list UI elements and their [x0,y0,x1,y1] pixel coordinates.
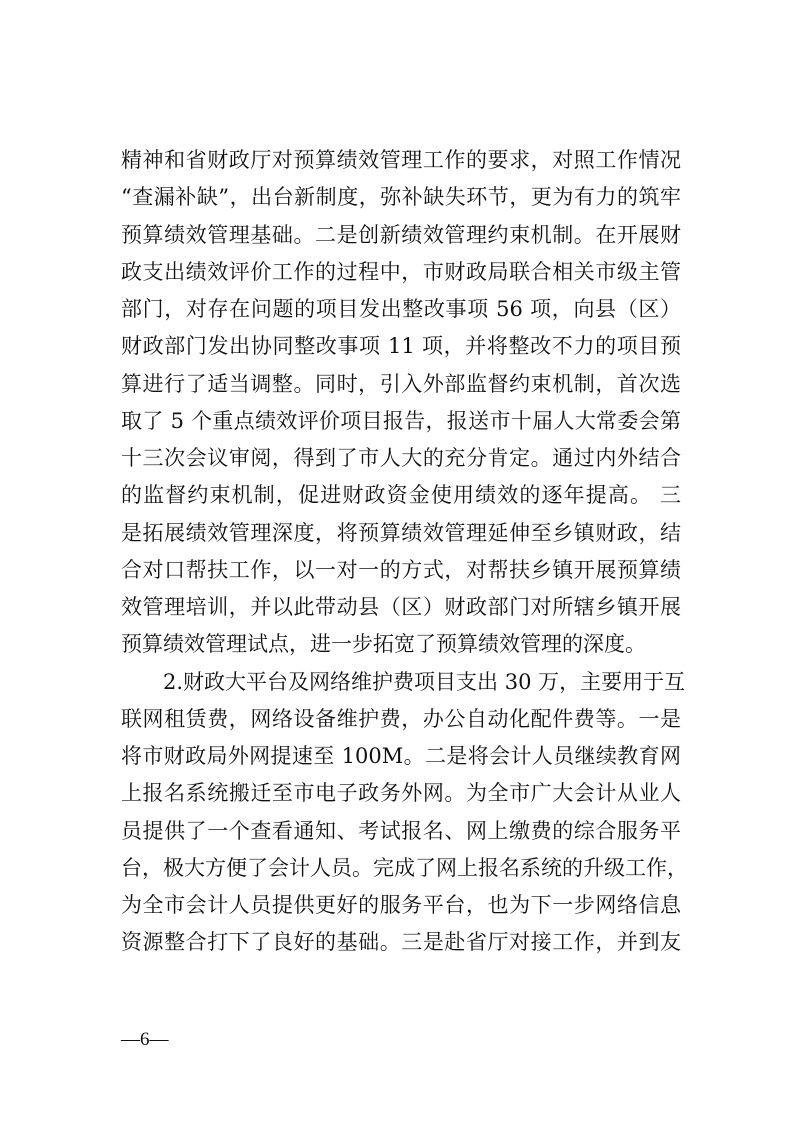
text-line-16: 联网租赁费，网络设备维护费，办公自动化配件费等。一是 [121,707,681,731]
text-line-19: 员提供了一个查看通知、考试报名、网上缴费的综合服务平 [121,819,681,843]
text-line-5: 部门，对存在问题的项目发出整改事项 56 项，向县（区） [121,297,681,321]
text-line-21: 为全市会计人员提供更好的服务平台，也为下一步网络信息 [121,893,681,917]
text-line-9: 十三次会议审阅，得到了市人大的充分肯定。通过内外结合 [121,446,681,470]
text-line-4: 政支出绩效评价工作的过程中，市财政局联合相关市级主管 [121,260,681,284]
text-line-8: 取了 5 个重点绩效评价项目报告，报送市十届人大常委会第 [121,409,681,433]
text-line-3: 预算绩效管理基础。二是创新绩效管理约束机制。在开展财 [121,223,681,247]
text-line-10: 的监督约束机制，促进财政资金使用绩效的逐年提高。 三 [121,483,681,507]
text-line-11: 是拓展绩效管理深度，将预算绩效管理延伸至乡镇财政，结 [121,521,681,545]
text-line-15: 2.财政大平台及网络维护费项目支出 30 万，主要用于互 [163,670,686,694]
page-number: —6— [121,1029,169,1050]
text-line-6: 财政部门发出协同整改事项 11 项，并将整改不力的项目预 [121,334,681,358]
text-line-13: 效管理培训，并以此带动县（区）财政部门对所辖乡镇开展 [121,595,681,619]
text-line-14: 预算绩效管理试点，进一步拓宽了预算绩效管理的深度。 [121,632,646,656]
text-line-18: 上报名系统搬迁至市电子政务外网。为全市广大会计从业人 [121,781,681,805]
text-line-20: 台，极大方便了会计人员。完成了网上报名系统的升级工作， [121,856,688,880]
text-line-1: 精神和省财政厅对预算绩效管理工作的要求，对照工作情况 [121,148,681,172]
text-line-17: 将市财政局外网提速至 100M。二是将会计人员继续教育网 [121,744,681,768]
text-line-22: 资源整合打下了良好的基础。三是赴省厅对接工作，并到友 [121,930,681,954]
text-line-12: 合对口帮扶工作，以一对一的方式，对帮扶乡镇开展预算绩 [121,558,681,582]
text-line-2: “查漏补缺”，出台新制度，弥补缺失环节，更为有力的筑牢 [121,185,681,209]
text-line-7: 算进行了适当调整。同时，引入外部监督约束机制，首次选 [121,372,681,396]
